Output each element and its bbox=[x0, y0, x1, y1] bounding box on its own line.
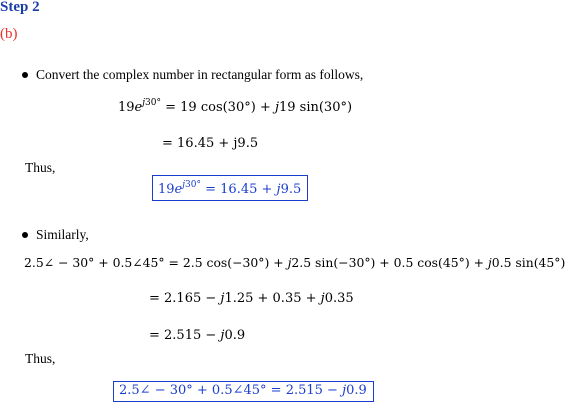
section2-result-box: 2.5∠ − 30° + 0.5∠45° = 2.515 − j0.9 bbox=[113, 381, 374, 402]
step-title: Step 2 bbox=[0, 0, 40, 15]
section1-equation-line1 bbox=[118, 95, 352, 116]
part-label: (b) bbox=[0, 26, 18, 42]
section2-equation-line3: = 2.515 − j0.9 bbox=[149, 328, 246, 343]
section2-intro bbox=[22, 227, 89, 243]
section1-thus: Thus, bbox=[25, 160, 56, 175]
section2-equation-line2: = 2.165 − j1.25 + 0.35 + j0.35 bbox=[149, 291, 354, 306]
eq1-lhs: $19e^{j30^\circ} = 19$ cos(30°) + j19 sin(30°) bbox=[118, 98, 353, 115]
section1-result-box: $19e^{j30^\circ} = 16.45 + j9.5$ bbox=[152, 175, 308, 201]
section1-equation-line2: = 16.45 + j9.5 bbox=[162, 136, 259, 151]
bullet-icon bbox=[22, 232, 28, 238]
section2-thus: Thus, bbox=[25, 351, 56, 366]
bullet-icon bbox=[22, 72, 28, 78]
section1-intro-text: Convert the complex number in rectangular form as follows, bbox=[36, 67, 364, 82]
section1-intro bbox=[22, 67, 363, 83]
section2-equation-line1: 2.5∠ − 30° + 0.5∠45° = 2.5 cos(−30°) + j2.5 sin(−30°) + 0.5 cos(45°) + j0.5 sin(45°) bbox=[24, 255, 565, 270]
section2-intro-text: Similarly, bbox=[36, 227, 89, 242]
